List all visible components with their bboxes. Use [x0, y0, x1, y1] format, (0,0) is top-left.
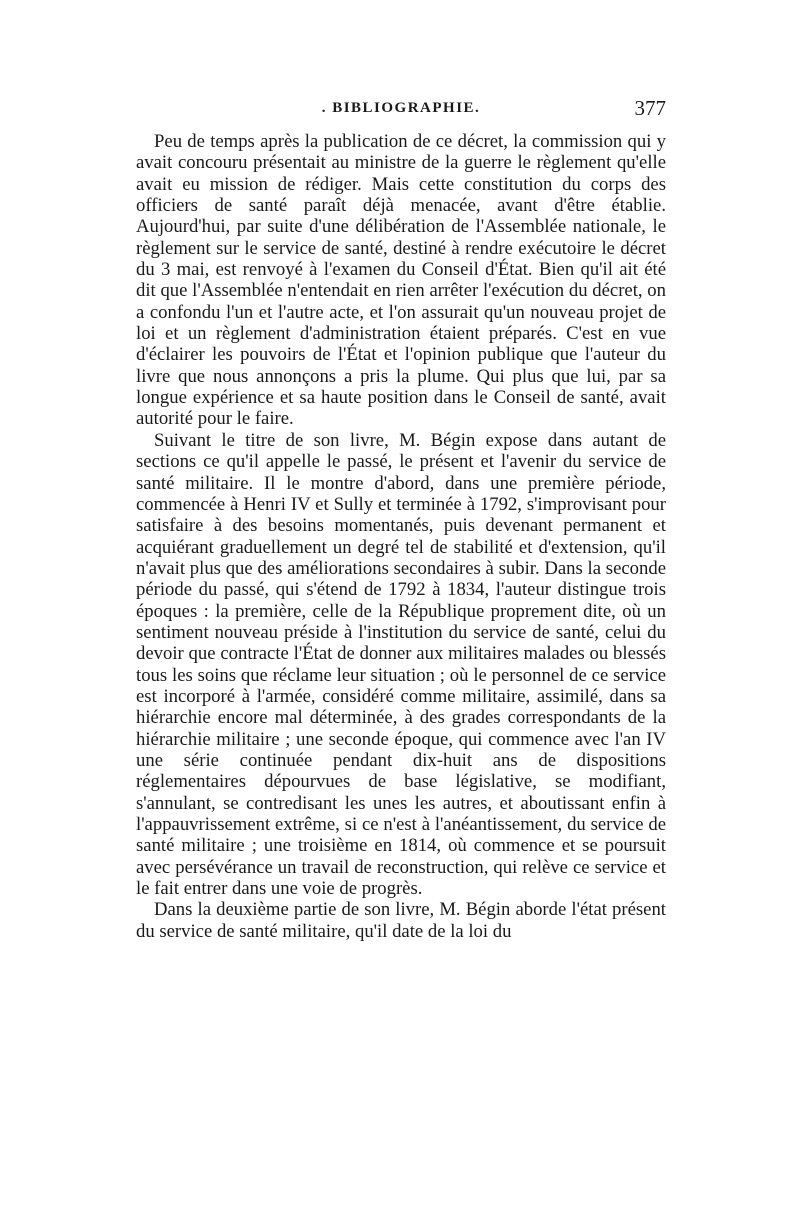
paragraph-2: Suivant le titre de son livre, M. Bégin expose dans autant de sections ce qu'il appelle le passé, le présent et l'avenir du service de santé militaire. Il le montre d'abord, dans une première période, commencée à Henri IV et Sully et terminée à 1792, s'improvisant pour satisfaire à des besoins momentanés, puis devenant permanent et acquiérant graduellement un degré tel de stabilité et d'extension, qu'il n'avait plus que des améliorations secondaires à subir. Dans la seconde période du passé, qui s'étend de 1792 à 1834, l'auteur distingue trois époques : la première, celle de la République proprement dite, où un sentiment nouveau préside à l'institution du service de santé, celui du devoir que contracte l'État de donner aux militaires malades ou blessés tous les soins que réclame leur situation ; où le personnel de ce service est incorporé à l'armée, considéré comme militaire, assimilé, dans sa hiérarchie encore mal déterminée, à des grades correspondants de la hiérarchie militaire ; une seconde époque, qui commence avec l'an IV une série continuée pendant dix-huit ans de dispositions réglementaires dépourvues de base législative, se modifiant, s'annulant, se contredisant les unes les autres, et aboutissant enfin à l'appauvrissement extrême, si ce n'est à l'anéantissement, du service de santé militaire ; une troisième en 1814, où commence et se poursuit avec persévérance un travail de reconstruction, qui relève ce service et le fait entrer dans une voie de progrès.	[136, 429, 666, 900]
running-head	[136, 96, 666, 124]
paragraph-1: Peu de temps après la publication de ce décret, la commission qui y avait concouru présentait au ministre de la guerre le règlement qu'elle avait eu mission de rédiger. Mais cette constitution du corps des officiers de santé paraît déjà menacée, avant d'être établie. Aujourd'hui, par suite d'une délibération de l'Assemblée nationale, le règlement sur le service de santé, destiné à rendre exécutoire le décret du 3 mai, est renvoyé à l'examen du Conseil d'État. Bien qu'il ait été dit que l'Assemblée n'entendait en rien arrêter l'exécution du décret, on a confondu l'un et l'autre acte, et l'on assurait qu'un nouveau projet de loi et un règlement d'administration étaient préparés. C'est en vue d'éclairer les pouvoirs de l'État et l'opinion publique que l'auteur du livre que nous annonçons a pris la plume. Qui plus que lui, par sa longue expérience et sa haute position dans le Conseil de santé, avait autorité pour le faire.	[136, 131, 666, 430]
page-number: 377	[634, 96, 666, 120]
running-title: . BIBLIOGRAPHIE.	[321, 100, 481, 116]
body-text	[136, 131, 666, 942]
paragraph-3: Dans la deuxième partie de son livre, M. Bégin aborde l'état présent du service de santé militaire, qu'il date de la loi du	[136, 899, 666, 942]
